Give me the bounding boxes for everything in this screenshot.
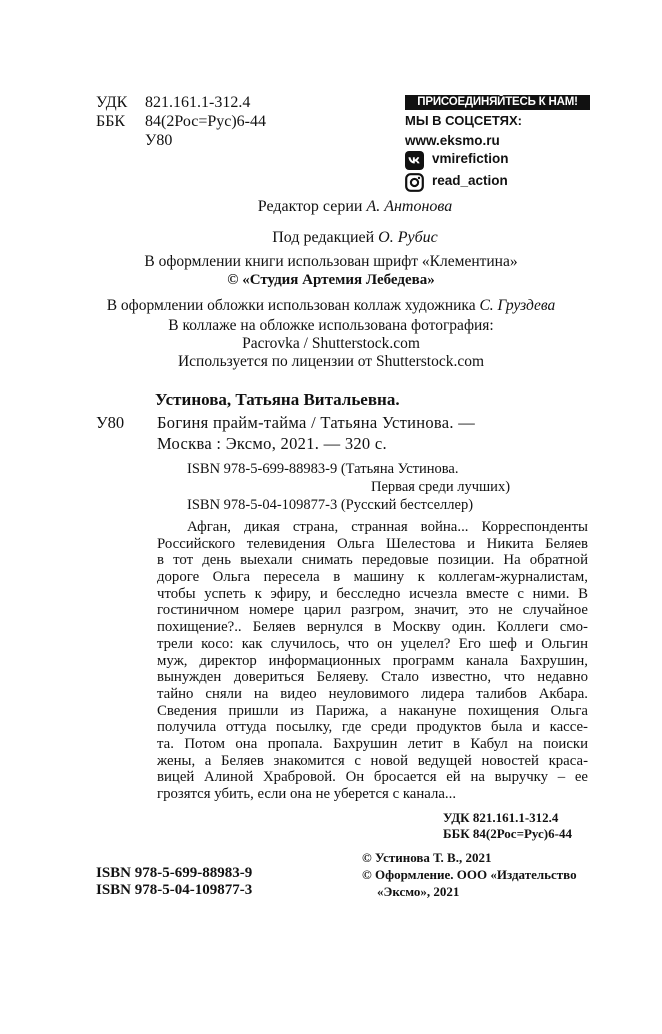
- footer-udk: УДК 821.161.1-312.4: [443, 810, 559, 825]
- instagram-icon: [405, 173, 424, 192]
- catalog-isbn2: ISBN 978-5-04-109877-3 (Русский бестселлер): [187, 497, 474, 513]
- abstract-line: чтобы успеть к эфиру, и бесследно исчезла вместе с ними. В: [157, 585, 588, 602]
- catalog-title-line1: Богиня прайм-тайма / Татьяна Устинова. —: [157, 413, 476, 432]
- catalog-isbn1-line1: ISBN 978-5-699-88983-9 (Татьяна Устинова.: [187, 461, 459, 477]
- classification-codes: [96, 93, 266, 150]
- font-credit-line: В оформлении книги использован шрифт «Клементина»: [144, 253, 518, 270]
- vk-icon: [405, 151, 424, 170]
- edited-by-line: [0, 229, 662, 247]
- edited-by-label: Под редакцией: [272, 229, 375, 246]
- abstract-line: в тот день выехали снимать передовые позиции. На обратной: [157, 552, 588, 569]
- abstract-line: похищение?.. Беляев вернулся в Москву один. Коллеги смо-: [157, 619, 588, 636]
- series-editor-name: А. Антонова: [366, 198, 453, 215]
- cover-credit-prefix: В оформлении обложки использован коллаж художника: [106, 297, 476, 314]
- copyright-publisher: «Эксмо», 2021: [377, 884, 460, 899]
- udk-row: [96, 93, 266, 112]
- footer-isbn1: ISBN 978-5-699-88983-9: [96, 865, 253, 881]
- abstract-line: грозятся убить, если она не уберется с канала...: [157, 786, 457, 802]
- catalog-code: У80: [96, 413, 125, 432]
- abstract-line: трели косо: как случилось, что он уцелел? Его шеф и Ольгин: [157, 635, 588, 652]
- website-link[interactable]: www.eksmo.ru: [405, 133, 500, 148]
- copyright-author: © Устинова Т. В., 2021: [362, 850, 492, 865]
- abstract-line: Российского телевидения Ольга Шелестова и Никита Беляев: [157, 535, 588, 552]
- abstract-line: дороге Ольга пересела в машину к коллегам-журналистам,: [157, 569, 588, 586]
- photo-credit-line: В коллаже на обложке использована фотография:: [168, 317, 494, 334]
- series-editor-line: [0, 198, 662, 216]
- udk-label: УДК: [96, 94, 128, 111]
- abstract-line: та. Потом она пропала. Бахрушин летит в Кабул на поиски: [157, 735, 588, 752]
- series-editor-label: Редактор серии: [257, 198, 363, 215]
- abstract-line: Сведения пришли из Парижа, а накануне похищения Ольга: [157, 702, 588, 719]
- abstract-line: жены, а Беляев знакомится с новой ведущей новостей краса-: [157, 752, 588, 769]
- footer-bbk: ББК 84(2Рос=Рус)6-44: [443, 826, 572, 841]
- abstract-line: тайно сняли на видео неуловимого лидера талибов Акбара.: [157, 685, 588, 702]
- udk-value: 821.161.1-312.4: [145, 94, 251, 111]
- bbk-value: 84(2Рос=Рус)6-44: [145, 113, 267, 130]
- social-banner: ПРИСОЕДИНЯЙТЕСЬ К НАМ!: [405, 95, 590, 110]
- bbk-label: ББК: [96, 113, 126, 130]
- cover-credit-line: [0, 297, 662, 315]
- catalog-title-line2: Москва : Эксмо, 2021. — 320 с.: [157, 434, 387, 453]
- instagram-link[interactable]: read_action: [432, 173, 508, 188]
- vk-link[interactable]: vmirefiction: [432, 151, 509, 166]
- abstract-line: Афган, дикая страна, странная война... Корреспонденты: [187, 519, 588, 535]
- license-line: Используется по лицензии от Shutterstock.com: [177, 353, 485, 370]
- abstract-line: гостиничном номере царил разгром, значит, это не случайное: [157, 602, 588, 619]
- copyright-design: © Оформление. ООО «Издательство: [362, 867, 577, 882]
- font-copyright: © «Студия Артемия Лебедева»: [227, 272, 435, 288]
- abstract-line: получила оттуда посылку, где среди продуктов была и кассе-: [157, 719, 588, 736]
- edited-by-name: О. Рубис: [378, 229, 438, 246]
- catalog-isbn1-line2: Первая среди лучших): [371, 479, 511, 495]
- footer-isbn2: ISBN 978-5-04-109877-3: [96, 882, 253, 898]
- abstract: [157, 519, 588, 803]
- social-subtitle: МЫ В СОЦСЕТЯХ:: [405, 113, 523, 128]
- author-mark-row: [96, 131, 266, 150]
- abstract-line: муж, директор информационных программ канала Бахрушин,: [157, 652, 588, 669]
- photo-source: Pacrovka / Shutterstock.com: [242, 335, 420, 352]
- bbk-row: [96, 112, 266, 131]
- abstract-line: вынужден довериться Беляеву. Стало известно, что недавно: [157, 669, 588, 686]
- author-mark: У80: [145, 132, 173, 149]
- cover-artist: С. Груздева: [479, 297, 556, 314]
- abstract-line: вицей Алиной Храбровой. Он бросается ей на выручку – ее: [157, 769, 588, 786]
- catalog-author: Устинова, Татьяна Витальевна.: [155, 390, 400, 409]
